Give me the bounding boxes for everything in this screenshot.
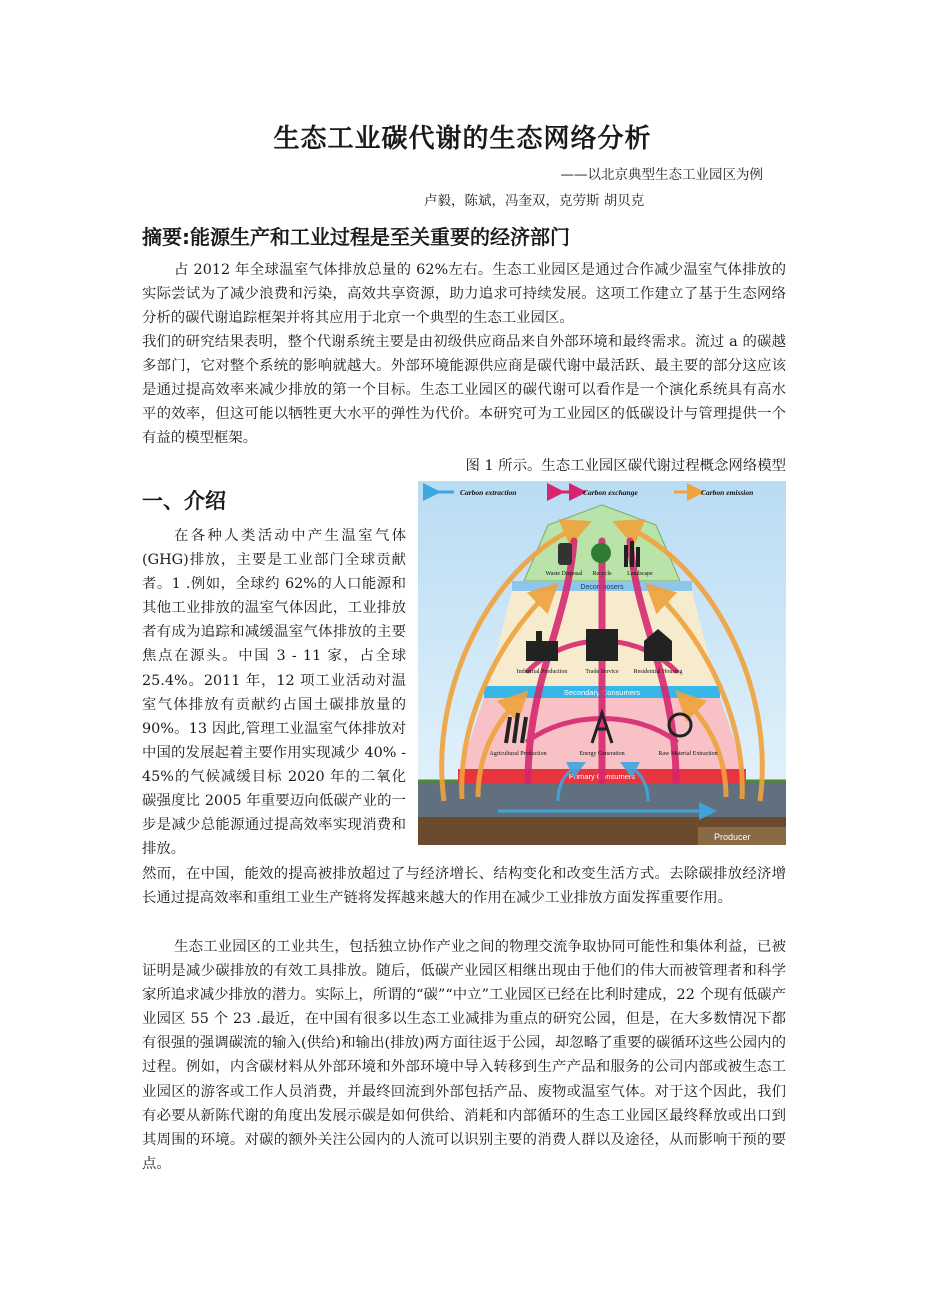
- authors-line: 卢毅，陈斌，冯奎双，克劳斯 胡贝克: [424, 193, 645, 209]
- paper-title: 生态工业碳代谢的生态网络分析: [273, 124, 652, 154]
- trade-service-label: Trade Service: [585, 669, 619, 675]
- carbon-metabolism-figure: [418, 481, 786, 845]
- decomposers-label: Decomposers: [580, 584, 624, 591]
- legend-exchange-label: Carbon exchange: [583, 488, 638, 497]
- landscape-label: Landscape: [627, 571, 653, 577]
- abstract-paragraph-2: 我们的研究结果表明，整个代谢系统主要是由初级供应商品来自外部环境和最终需求。流过 a 的碳越多部门，它对整个系统的影响就越大。外部环境能源供应商是碳代谢中最活跃、最主要的部分这应该是通过提高效率来减少排放的第一个目标。生态工业园区的碳代谢可以看作是一个演化系统具有高水平的效率，但这可能以牺牲更大水平的弹性为代价。本研究可为工业园区的低碳设计与管理提供一个有益的模型框架。: [142, 334, 786, 447]
- legend-emission-label: Carbon emission: [701, 488, 754, 497]
- intro-paragraph-1: 在各种人类活动中产生温室气体(GHG)排放，主要是工业部门全球贡献者。1 .例如，全球约 62%的人口能源和其他工业排放的温室气体因此，工业排放者有成为追踪和减缓温室气体排放的主要焦点在源头。中国 3 - 11 家，占全球 25.4%。2011 年，12 项工业活动对温室气体排放有贡献约占国土碳排放量的 90%。13 因此,管理工业温室气体排放对中国的发展起着主要作用实现减少 40% - 45%的气候减缓目标 2020 年的二氧化碳强度比 2005 年重要迈向低碳产业的一步是减少总能源通过提高效率实现消费和排放。: [142, 528, 406, 858]
- waste-bin-icon: [558, 543, 572, 565]
- recycle-icon: [591, 543, 611, 563]
- raw-material-extraction-label: Raw Material Extraction: [658, 751, 718, 757]
- secondary-consumers-label: Secondary Consumers: [563, 688, 641, 697]
- trade-building-icon: [586, 629, 618, 661]
- energy-generation-label: Energy Generation: [579, 751, 625, 757]
- agricultural-production-label: Agricultural Production: [489, 751, 547, 757]
- intro-heading: 一、介绍: [142, 489, 226, 513]
- recycle-label: Recycle: [592, 571, 612, 577]
- figure-legend: [432, 488, 753, 497]
- intro-paragraph-2: 生态工业园区的工业共生，包括独立协作产业之间的物理交流争取协同可能性和集体利益，已被证明是减少碳排放的有效工具排放。随后，低碳产业园区相继出现由于他们的伟大而被管理者和科学家所追求减少排放的潜力。实际上，所谓的“碳”“中立”工业园区已经在比利时建成，22 个现有低碳产业园区 55 个 23 .最近，在中国有很多以生态工业减排为重点的研究公园，但是，在大多数情况下都有很强的强调碳流的输入(供给)和输出(排放)两方面往返于公园，却忽略了重要的碳循环这些公园内的过程。例如，内含碳材料从外部环境和外部环境中导入转移到生产产品和服务的公司内部或被生态工业园区的游客或工作人员消费，并最终回流到外部包括产品、废物或温室气体。对于这个因此，我们有必要从新陈代谢的角度出发展示碳是如何供给、消耗和内部循环的生态工业园区最终释放或出口到其周围的环境。对碳的额外关注公园内的人流可以识别主要的消费人群以及途径，从而影响干预的要点。: [142, 939, 786, 1172]
- intro-paragraph-1-continued: 然而，在中国，能效的提高被排放超过了与经济增长、结构变化和改变生活方式。去除碳排放经济增长通过提高效率和重组工业生产链将发挥越来越大的作用在减少工业排放方面发挥重要作用。: [142, 866, 786, 907]
- figure-caption: 图 1 所示。生态工业园区碳代谢过程概念网络模型: [465, 458, 786, 474]
- primary-consumers-label: Primary Consumers: [568, 772, 636, 781]
- producer-label: Producer: [714, 832, 751, 842]
- industrial-production-label: Industrial Production: [516, 669, 568, 675]
- abstract-heading: 摘要:能源生产和工业过程是至关重要的经济部门: [142, 225, 570, 249]
- middle-tier-icons: [517, 629, 683, 675]
- paper-subtitle: ——以北京典型生态工业园区为例: [560, 167, 763, 183]
- legend-extraction-label: Carbon extraction: [460, 488, 517, 497]
- residential-housing-label: Residential Housing: [633, 669, 683, 675]
- waste-disposal-label: Waste Disposal: [545, 571, 583, 577]
- abstract-paragraph-1: 占 2012 年全球温室气体排放总量的 62%左右。生态工业园区是通过合作减少温室气体排放的实际尝试为了减少浪费和污染，高效共享资源，助力追求可持续发展。这项工作建立了基于生态网络分析的碳代谢追踪框架并将其应用于北京一个典型的生态工业园区。: [142, 262, 786, 327]
